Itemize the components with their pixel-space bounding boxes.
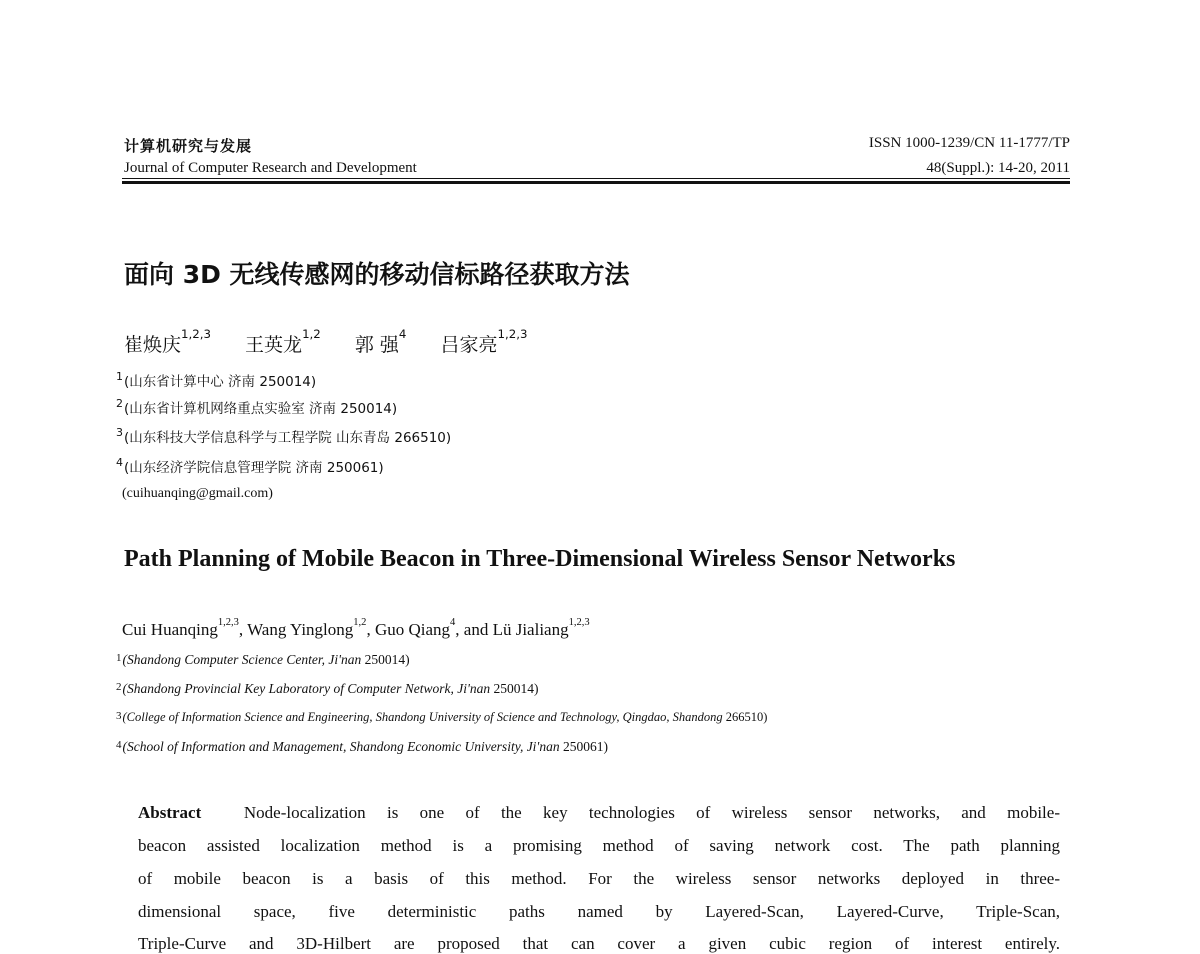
author-email: (cuihuanqing@gmail.com) — [122, 486, 273, 501]
journal-title-en: Journal of Computer Research and Development — [124, 160, 417, 176]
abstract-line-4: dimensional space, five deterministic paths named by Layered-Scan, Layered-Curve, Triple-Scan, — [138, 902, 1060, 921]
affiliation-cn-4: $^4$(山东经济学院信息管理学院 济南 250061) — [116, 456, 384, 476]
author-cn-1: 崔焕庆$^{1,2,3}$ — [124, 327, 211, 356]
author-en-2: Wang Yinglong$^{1,2}$, — [247, 617, 375, 639]
journal-title-cn: 计算机研究与发展 — [124, 137, 253, 155]
author-cn-3: 郭 强$^4$ — [354, 327, 407, 356]
title-en: Path Planning of Mobile Beacon in Three-Dimensional Wireless Sensor Networks — [124, 546, 956, 572]
author-en-4: Lü Jialiang$^{1,2,3}$ — [492, 617, 590, 639]
header-rule-thick — [122, 181, 1070, 184]
affiliation-cn-3: $^3$(山东科技大学信息科学与工程学院 山东青岛 266510) — [116, 426, 452, 446]
abstract-label: Abstract — [138, 803, 202, 822]
abstract-line-2: beacon assisted localization method is a promising method of saving network cost. The path planning — [138, 836, 1060, 855]
affiliation-cn-2: $^2$(山东省计算机网络重点实验室 济南 250014) — [116, 397, 398, 417]
author-cn-2: 王英龙$^{1,2}$ — [245, 327, 321, 356]
title-cn: 面向 3D 无线传感网的移动信标路径获取方法 — [124, 260, 630, 289]
issn: ISSN 1000-1239/CN 11-1777/TP — [868, 135, 1070, 151]
abstract-line-1: Abstract Node-localization is one of the key technologies of wireless sensor networks, and mobile- — [138, 803, 1060, 822]
authors-cn — [124, 327, 528, 357]
affiliation-en-2: $^2$(Shandong Provincial Key Laboratory of Computer Network, Ji'nan 250014) — [116, 681, 539, 696]
author-cn-4: 吕家亮$^{1,2,3}$ — [440, 327, 528, 356]
header-rule-thin — [122, 178, 1070, 179]
affiliation-en-1: $^1$(Shandong Computer Science Center, Ji'nan 250014) — [116, 652, 410, 667]
abstract-line-3: of mobile beacon is a basis of this method. For the wireless sensor networks deployed in three- — [138, 869, 1060, 888]
affiliation-en-4: $^4$(School of Information and Management, Shandong Economic University, Ji'nan 250061) — [116, 739, 608, 754]
affiliation-cn-1: $^1$(山东省计算中心 济南 250014) — [116, 370, 317, 390]
abstract-line-5: Triple-Curve and 3D-Hilbert are proposed that can cover a given cubic region of interest entirely. — [138, 934, 1060, 953]
affiliation-en-3: 3(College of Information Science and Engineering, Shandong University of Science and Technology, Qingdao, Shandong 266510) — [116, 710, 768, 724]
authors-en — [122, 617, 590, 640]
issue-info: 48(Suppl.): 14-20, 2011 — [926, 160, 1070, 176]
author-en-1: Cui Huanqing$^{1,2,3}$, — [122, 617, 248, 639]
author-en-3: Guo Qiang$^4$, and — [374, 617, 493, 639]
